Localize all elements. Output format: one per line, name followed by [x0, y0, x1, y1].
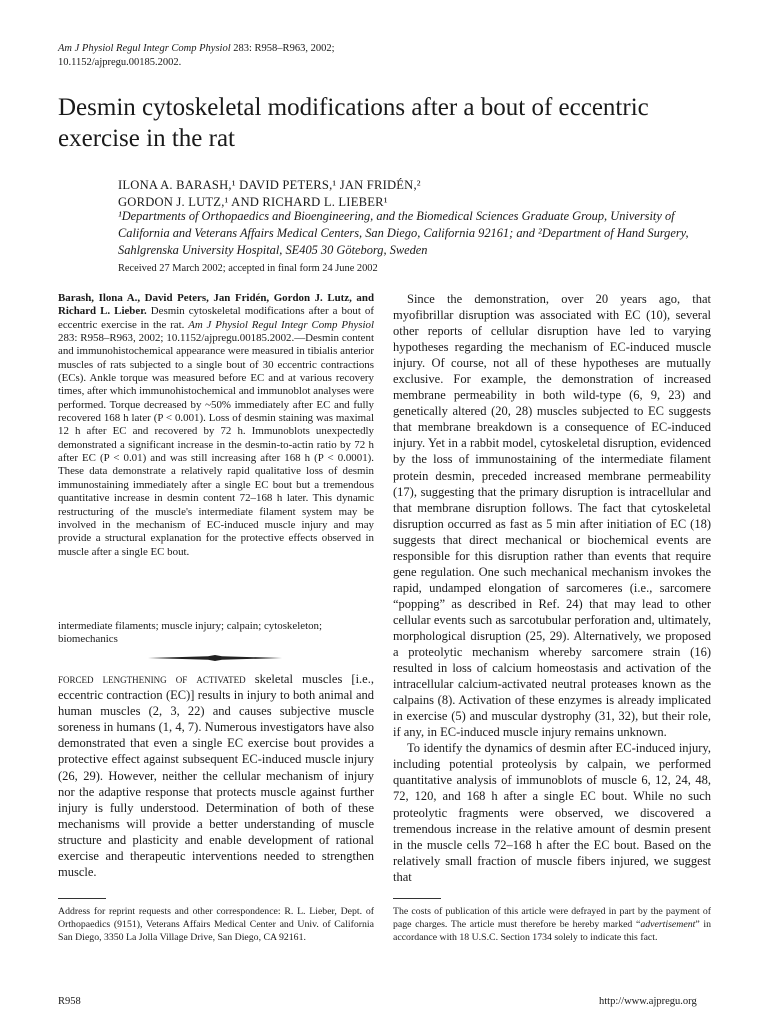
- paragraph-1: Since the demonstration, over 20 years ago, that myofibrillar disruption was associated with EC (10), several other reports of cellular disruption have led to varying hypotheses regarding the mechanism of EC-induced muscle injury. Of course, not all of these hypotheses are mutually exclusive. For example, the demonstration of increased membrane permeability in both wild-type (6, 9, 23) and genetically altered (20, 28) muscles subjected to EC suggests that membrane breakdown is a consequence of EC-induced injury. Yet in a rabbit model, cytoskeletal disruption, evidenced by the loss of immunostaining of the intermediate filament protein desmin, preceded increased membrane permeability (17), suggesting that the primary disruption is intracellular and that membrane disruption follows. The fact that cytoskeletal disruption occurred as fast as 5 min after initiation of EC (18) suggests that direct mechanical or biochemical events are responsible for this disruption rather than events that require gene regulation. One such mechanical mechanism invokes the rapid, undamped elongation of sarcomeres (i.e., sarcomere “popping” as described in Ref. 24) that may lead to other cellular events such as sarcotubular perforation and, ultimately, morphological disruption (25, 29). Alternatively, we proposed a proteolytic mechanism whereby sarcomere strain (16) resulted in loss of calcium homeostasis and activation of the intracellular calcium-activated neutral proteases known as the calpains (8). Activation of these enzymes is already implicated in exercise (5) and muscular dystrophy (31, 32), but their role, if any, in EC-induced muscle injury remains unknown.: [393, 292, 711, 740]
- abstract-body: 283: R958–R963, 2002; 10.1152/ajpregu.00185.2002.—Desmin content and immunohistochemical appearance were measured in tibialis anterior muscles of rats subjected to a single bout of 30 eccentric contractions (ECs). Ankle torque was measured before EC and at various recovery times, after which immunohistochemical and immunoblot analyses were performed. Torque decreased by ~50% immediately after EC and fully recovered 168 h later (P < 0.001). Loss of desmin staining was maximal 12 h after EC and recovered by 72 h. Immunoblots unexpectedly demonstrated a significant increase in the desmin-to-actin ratio by 72 h after EC (P < 0.01) and was still increasing after 168 h (P < 0.0001). These data demonstrate a relatively rapid qualitative loss of desmin immunostaining immediately after a single EC bout but a tremendous quantitative increase in desmin content 72–168 h later. This dynamic restructuring of the muscle's intermediate filament system may be involved in the mechanism of EC-induced muscle injury and may provide a structural explanation for the protective effects observed in muscle after a single EC bout.: [58, 332, 374, 558]
- article-title: Desmin cytoskeletal modifications after a bout of eccentric exercise in the rat: [58, 94, 649, 152]
- publication-cost-footnote: [393, 905, 711, 944]
- affiliations: ¹Departments of Orthopaedics and Bioengineering, and the Biomedical Sciences Graduate Group, University of California and Veterans Affairs Medical Centers, San Diego, California 92161; and ²Department of Hand Surgery, Sahlgrenska University Hospital, SE405 30 Göteborg, Sweden: [118, 209, 689, 257]
- cost-text-a: The costs of publication of this article were defrayed in part by the payment of page charges. The article must therefore be hereby marked “: [393, 906, 711, 930]
- journal-citation: [58, 42, 334, 70]
- author-line-1: ILONA A. BARASH,¹ DAVID PETERS,¹ JAN FRIDÉN,²: [118, 178, 421, 192]
- doi: 10.1152/ajpregu.00185.2002.: [58, 57, 182, 68]
- footnote-rule-left: [58, 898, 106, 899]
- abstract: [58, 292, 374, 559]
- abstract-authors: Barash, Ilona A., David Peters, Jan Fridén, Gordon J. Lutz, and Richard L. Lieber.: [58, 292, 374, 318]
- intro-lead-smallcaps: forced lengthening of activated: [58, 672, 246, 686]
- journal-name: Am J Physiol Regul Integr Comp Physiol: [58, 43, 231, 54]
- correspondence-footnote: Address for reprint requests and other correspondence: R. L. Lieber, Dept. of Orthopaedics (9151), Veterans Affairs Medical Center and Univ. of California San Diego, 3350 La Jolla Village Drive, San Diego, CA 92161.: [58, 906, 374, 943]
- abstract-title: Desmin cytoskeletal modifications after a bout of eccentric exercise in the rat.: [58, 305, 374, 331]
- cost-text-advertisement: advertisement: [640, 919, 696, 930]
- cost-text-b: ” in accordance with 18 U.S.C. Section 1734 solely to indicate this fact.: [393, 919, 711, 943]
- journal-ref: 283: R958–R963, 2002;: [230, 43, 335, 54]
- received-dates: Received 27 March 2002; accepted in final form 24 June 2002: [118, 263, 378, 274]
- abstract-journal: Am J Physiol Regul Integr Comp Physiol: [188, 318, 374, 331]
- introduction-text: [58, 671, 374, 880]
- section-divider: [148, 655, 282, 661]
- page-number: R958: [58, 996, 81, 1007]
- journal-url[interactable]: http://www.ajpregu.org: [599, 996, 697, 1007]
- author-list: [118, 177, 718, 211]
- author-line-2: GORDON J. LUTZ,¹ AND RICHARD L. LIEBER¹: [118, 195, 388, 209]
- right-column-text: [393, 291, 711, 885]
- footnote-rule-right: [393, 898, 441, 899]
- intro-body: skeletal muscles [i.e., eccentric contraction (EC)] results in injury to both animal and human muscles (2, 3, 22) and causes subjective muscle soreness in humans (1, 4, 7). Numerous investigators have also demonstrated that even a single EC exercise bout provides a protective effect against subsequent EC-induced muscle injury (26, 29). However, neither the cellular mechanism of injury nor the adaptive response that protects muscle against further injury is fully understood. Determination of both of these mechanisms will provide a better understanding of muscle structure and plasticity and enable development of rational exercise and therapeutic interventions needed to strengthen muscle.: [58, 672, 374, 880]
- paragraph-2: To identify the dynamics of desmin after EC-induced injury, including potential proteolysis by calpain, we performed quantitative analysis of immunoblots of muscle 6, 12, 24, 48, 72, 120, and 168 h after a single EC bout. While no such proteolytic fragments were observed, we discovered a tremendous increase in the relative amount of desmin present in the muscle cells 72–168 h after the EC bout. Based on the relatively small fraction of muscle fibers injured, we suggest that: [393, 741, 711, 884]
- keywords: intermediate filaments; muscle injury; calpain; cytoskeleton; biomechanics: [58, 620, 323, 646]
